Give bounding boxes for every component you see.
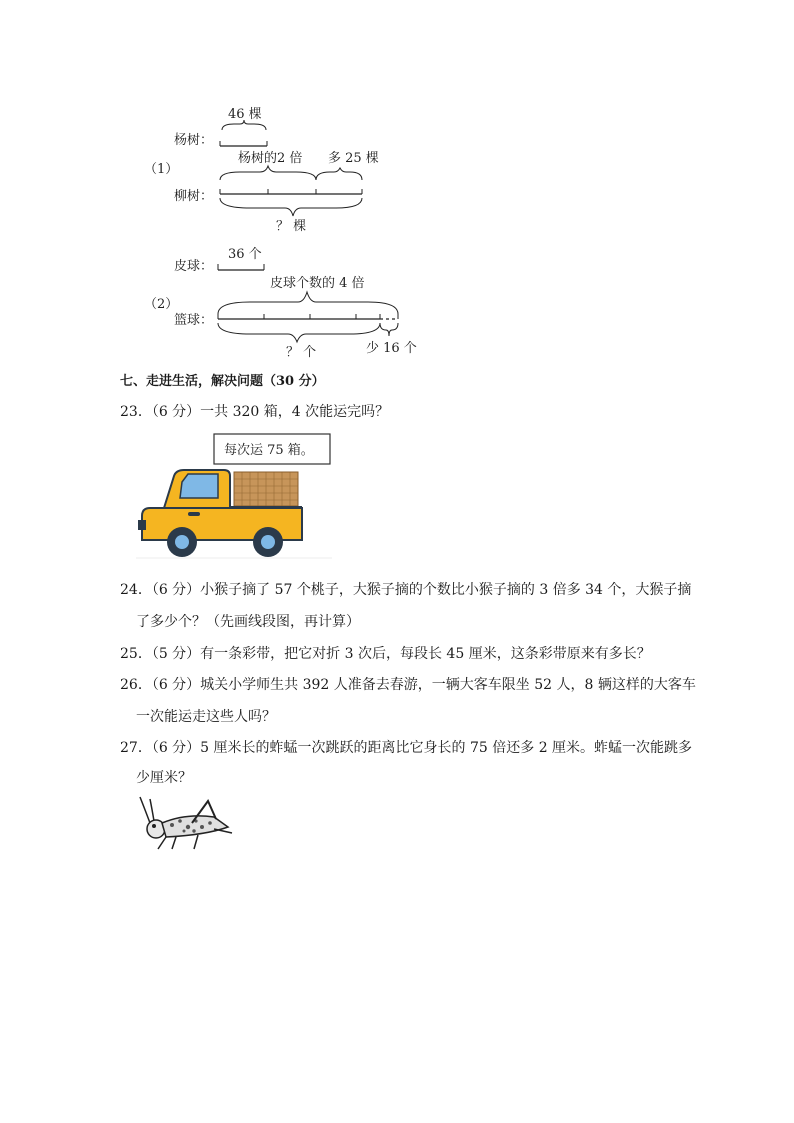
diagram2-label: （2） — [144, 297, 179, 312]
question-23: 23．（6 分）一共 320 箱，4 次能运完吗？ — [120, 404, 390, 420]
question-24-line1: 24．（6 分）小猴子摘了 57 个桃子，大猴子摘的个数比小猴子摘的 3 倍多 34 个，大猴子摘 — [120, 582, 692, 598]
grasshopper-illustration — [136, 793, 236, 855]
question-26-line2: 一次能运走这些人吗？ — [136, 709, 276, 725]
total-brace-2 — [218, 323, 380, 342]
diagram1-more-label: 多 25 棵 — [328, 151, 379, 166]
times-brace — [220, 166, 316, 180]
diagram2-pi-label: 皮球： — [174, 259, 214, 274]
less-brace — [380, 323, 398, 336]
more-brace — [316, 168, 362, 180]
section-heading: 七、走进生活，解决问题（30 分） — [120, 374, 325, 389]
question-24-line2: 了多少个？（先画线段图，再计算） — [136, 614, 360, 630]
question-25: 25．（5 分）有一条彩带，把它对折 3 次后，每段长 45 厘米，这条彩带原来有多长？ — [120, 646, 651, 662]
times-brace-2 — [218, 292, 398, 314]
line-diagram-2 — [140, 240, 430, 365]
diagram2-total-label: ？ 个 — [286, 345, 317, 360]
diagram1-yang-label: 杨树： — [174, 133, 214, 148]
question-23-sign: 每次运 75 箱。 — [224, 443, 314, 458]
question-27-line1: 27．（6 分）5 厘米长的蚱蜢一次跳跃的距离比它身长的 75 倍还多 2 厘米。蚱蜢一次能跳多 — [120, 740, 693, 756]
diagram1-label: （1） — [144, 162, 179, 177]
grasshopper-antenna — [140, 797, 154, 823]
diagram2-lan-label: 篮球： — [174, 313, 214, 328]
diagram1-yang-amount: 46 棵 — [228, 107, 262, 122]
diagram1-times-label: 杨树的2 倍 — [238, 151, 303, 166]
truck-window — [180, 474, 218, 498]
total-brace-1 — [220, 198, 362, 216]
truck-illustration — [136, 432, 332, 568]
question-26-line1: 26．（6 分）城关小学师生共 392 人准备去春游，一辆大客车限坐 52 人，8 辆这样的大客车 — [120, 677, 696, 693]
diagram1-total-label: ？ 棵 — [276, 219, 307, 234]
line-diagram-1 — [140, 98, 390, 236]
diagram2-times-label: 皮球个数的 4 倍 — [270, 276, 365, 291]
diagram2-less-label: 少 16 个 — [366, 341, 417, 356]
diagram1-liu-label: 柳树： — [174, 189, 214, 204]
diagram2-pi-amount: 36 个 — [228, 247, 262, 262]
question-27-line2: 少厘米？ — [136, 770, 192, 786]
